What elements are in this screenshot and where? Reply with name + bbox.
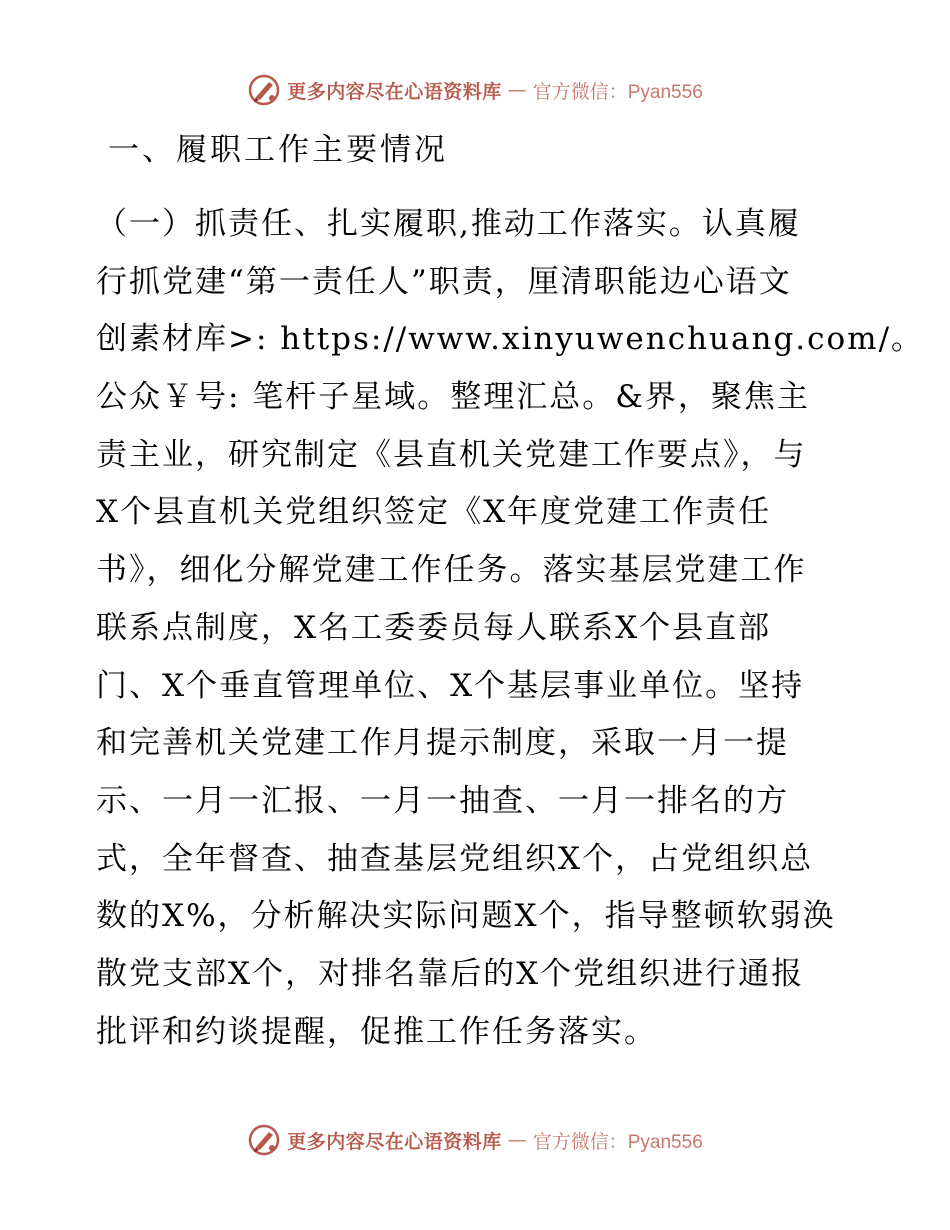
paragraph-line: 公众￥号: 笔杆子星域。整理汇总。&界，聚焦主	[96, 379, 810, 416]
paragraph-line: 联系点制度，X名工委委员每人联系X个县直部	[96, 609, 772, 646]
paragraph-line: 式，全年督查、抽查基层党组织X个，占党组织总	[96, 840, 814, 877]
paragraph-line: 创素材库>: https://www.xinyuwenchuang.com/。	[96, 321, 925, 358]
paragraph-line: 散党支部X个，对排名靠后的X个党组织进行通报	[96, 955, 805, 992]
paragraph-line: （一）抓责任、扎实履职,推动工作落实。认真履	[96, 206, 801, 242]
watermark-contact: 官方微信：Pyan556	[532, 81, 703, 103]
watermark-contact: 官方微信：Pyan556	[532, 1131, 703, 1153]
paragraph-line: 行抓党建“第一责任人”职责，厘清职能边心语文	[96, 263, 792, 300]
watermark-text: 更多内容尽在心语资料库	[287, 1130, 502, 1153]
paragraph-line: 示、一月一汇报、一月一抽查、一月一排名的方	[96, 782, 789, 819]
watermark-separator: —	[507, 79, 527, 101]
paragraph-line: 数的X%，分析解决实际问题X个，指导整顿软弱涣	[96, 898, 836, 935]
section-heading: 一、履职工作主要情况	[108, 132, 448, 168]
paragraph-line: 书》，细化分解党建工作任务。落实基层党建工作	[96, 552, 807, 589]
paragraph-line: 批评和约谈提醒，促推工作任务落实。	[96, 1013, 657, 1050]
pen-in-circle-logo-icon	[247, 73, 281, 107]
paragraph-line: 责主业，研究制定《县直机关党建工作要点》，与	[96, 436, 807, 473]
pen-in-circle-logo-icon	[247, 1123, 281, 1157]
paragraph-body	[96, 196, 925, 1061]
paragraph-line: 门、X个垂直管理单位、X个基层事业单位。坚持	[96, 667, 805, 704]
footer-watermark	[0, 1120, 950, 1160]
paragraph-line: 和完善机关党建工作月提示制度，采取一月一提	[96, 725, 789, 762]
watermark-separator: —	[507, 1129, 527, 1151]
paragraph-line: X个县直机关党组织签定《X年度党建工作责任	[96, 494, 772, 531]
header-watermark	[0, 70, 950, 110]
watermark-text: 更多内容尽在心语资料库	[287, 80, 502, 103]
